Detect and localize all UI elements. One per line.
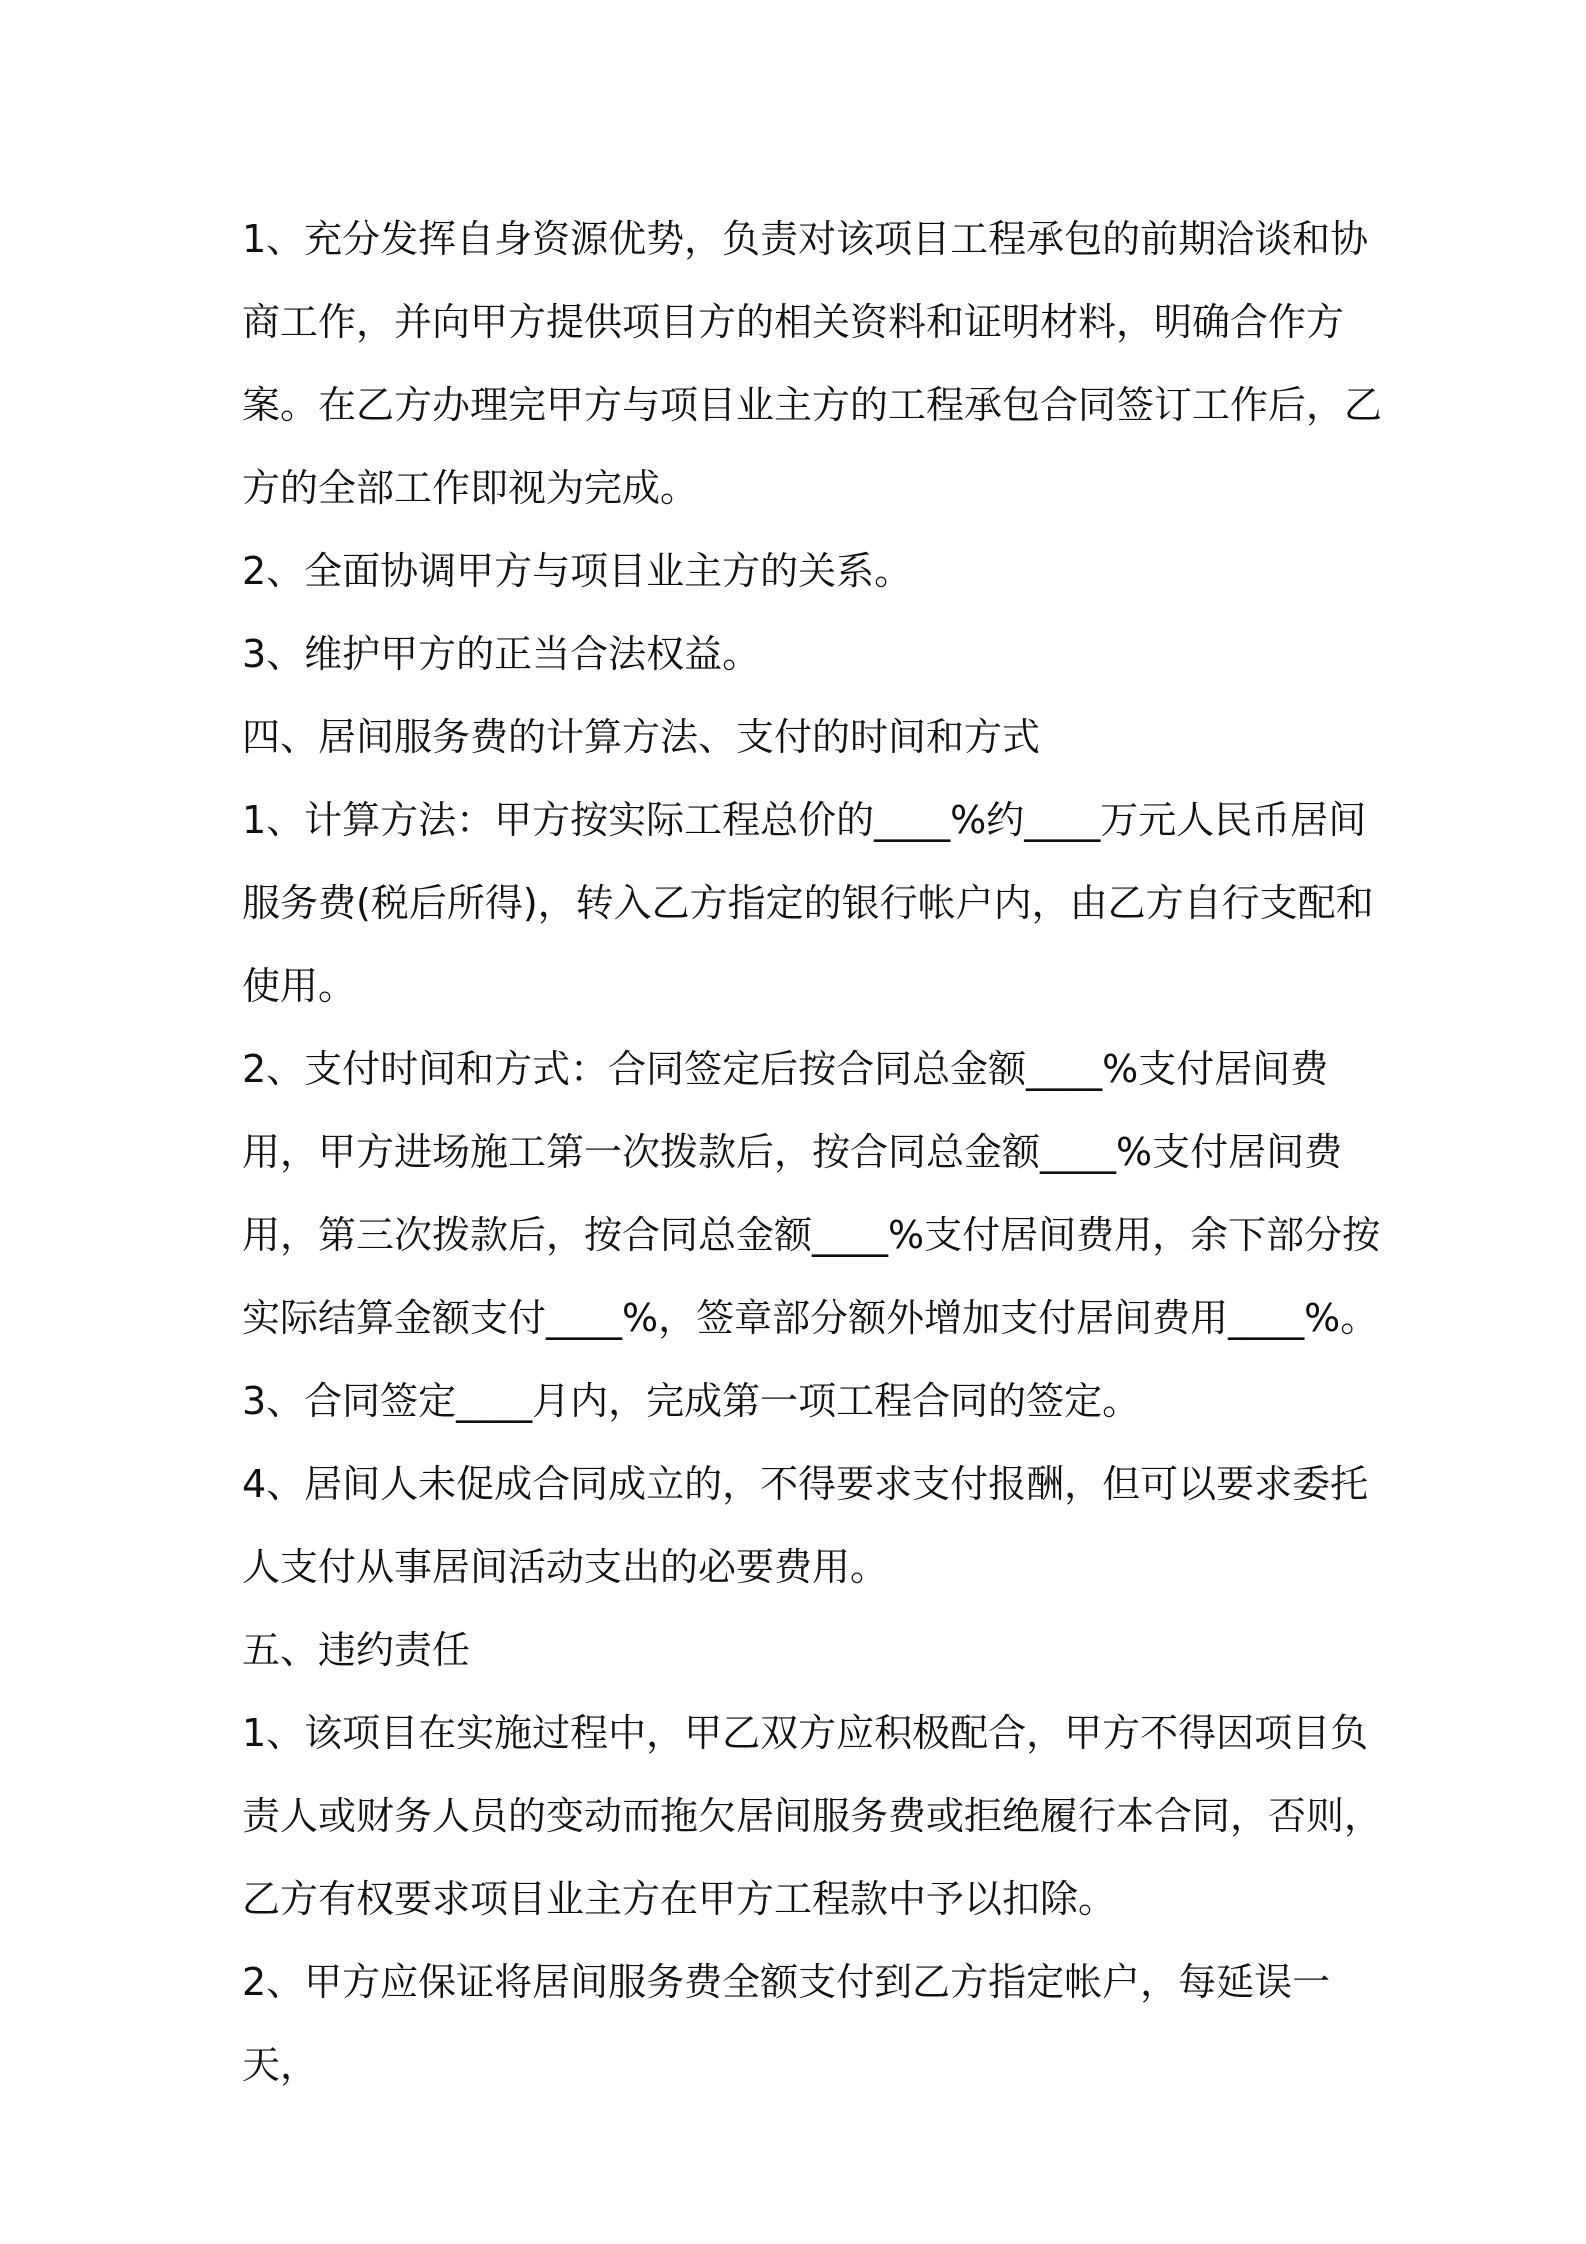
breach-clause-1-paragraph: 1、该项目在实施过程中，甲乙双方应积极配合，甲方不得因项目负责人或财务人员的变动而拖欠居间服务费或拒绝履行本合同，否则，乙方有权要求项目业主方在甲方工程款中予以扣除。 xyxy=(242,1711,1383,1921)
section-5-heading: 五、违约责任 xyxy=(242,1628,471,1672)
breach-clause-2-paragraph: 2、甲方应保证将居间服务费全额支付到乙方指定帐户，每延误一天， xyxy=(242,1960,1331,2087)
contract-deadline-paragraph: 3、合同签定____月内，完成第一项工程合同的签定。 xyxy=(242,1379,1141,1423)
clause-2-paragraph: 2、全面协调甲方与项目业主方的关系。 xyxy=(242,549,913,593)
clause-1-paragraph: 1、充分发挥自身资源优势，负责对该项目工程承包的前期洽谈和协商工作，并向甲方提供项目方的相关资料和证明材料，明确合作方案。在乙方办理完甲方与项目业主方的工程承包合同签订工作后，乙方的全部工作即视为完成。 xyxy=(242,217,1383,510)
clause-3-paragraph: 3、维护甲方的正当合法权益。 xyxy=(242,632,761,676)
fee-calculation-paragraph: 1、计算方法：甲方按实际工程总价的____%约____万元人民币居间服务费(税后所得)，转入乙方指定的银行帐户内，由乙方自行支配和使用。 xyxy=(242,798,1374,1008)
payment-schedule-paragraph: 2、支付时间和方式：合同签定后按合同总金额____%支付居间费用，甲方进场施工第一次拨款后，按合同总金额____%支付居间费用，第三次拨款后，按合同总金额____%支付居间费用，余下部分按实际结算金额支付____%，签章部分额外增加支付居间费用____%。 xyxy=(242,1047,1381,1340)
broker-expense-paragraph: 4、居间人未促成合同成立的，不得要求支付报酬，但可以要求委托人支付从事居间活动支出的必要费用。 xyxy=(242,1462,1369,1589)
section-4-heading: 四、居间服务费的计算方法、支付的时间和方式 xyxy=(242,715,1041,759)
document-body xyxy=(242,198,1392,2107)
